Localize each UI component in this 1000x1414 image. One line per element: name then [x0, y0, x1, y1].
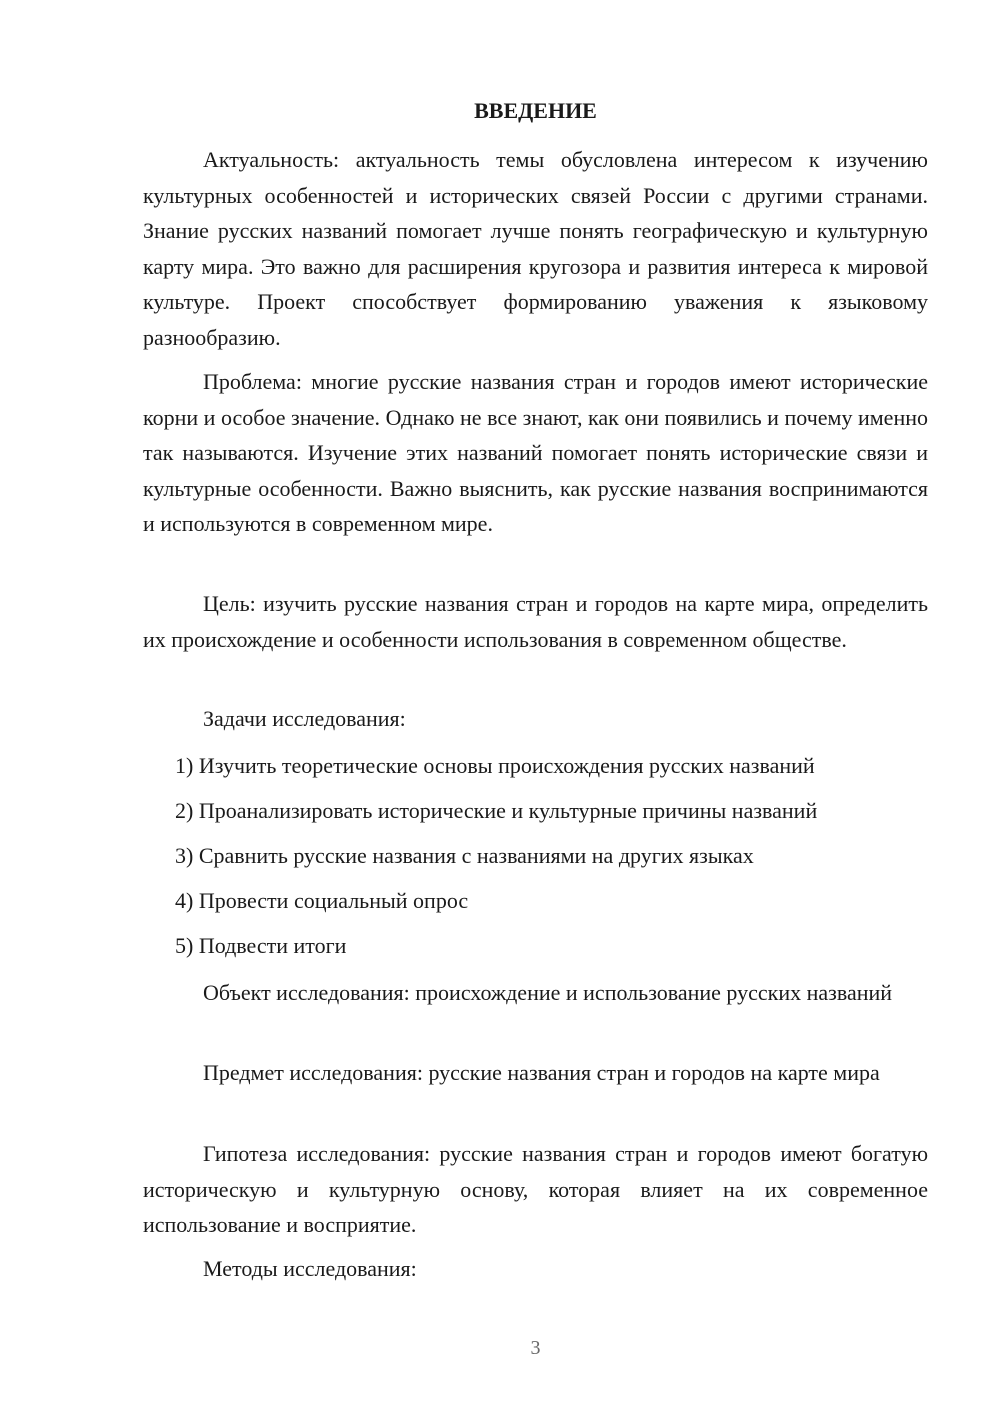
document-title: ВВЕДЕНИЕ	[474, 98, 597, 123]
task-list-item: 3) Сравнить русские названия с названиями на других языках	[175, 843, 754, 868]
task-list-item: 5) Подвести итоги	[175, 933, 347, 958]
object-paragraph: Объект исследования: происхождение и использование русских названий	[203, 980, 893, 1005]
tasks-heading: Задачи исследования:	[203, 706, 406, 731]
relevance-paragraph: Актуальность: актуальность темы обусловлена интересом к изучению культурных особенностей и исторических связей России с другими странами. Знание русских названий помогает лучше понять географическую и культурную карту мира. Это важно для расширения кругозора и развития интереса к мировой культуре. Проект способствует формированию уважения к языковому разнообразию.	[143, 147, 928, 350]
task-list-item: 2) Проанализировать исторические и культурные причины названий	[175, 798, 818, 823]
problem-paragraph: Проблема: многие русские названия стран и городов имеют исторические корни и особое значение. Однако не все знают, как они появились и почему именно так называются. Изучение этих названий помогает понять исторические связи и культурные особенности. Важно выяснить, как русские названия воспринимаются и используются в современном мире.	[143, 369, 928, 536]
goal-paragraph: Цель: изучить русские названия стран и городов на карте мира, определить их происхождение и особенности использования в современном обществе.	[143, 591, 928, 652]
task-list-item: 1) Изучить теоретические основы происхождения русских названий	[175, 753, 815, 778]
page-number: 3	[530, 1337, 541, 1359]
subject-paragraph: Предмет исследования: русские названия стран и городов на карте мира	[203, 1060, 880, 1085]
methods-heading: Методы исследования:	[203, 1256, 417, 1281]
document-page	[143, 0, 928, 1414]
hypothesis-paragraph: Гипотеза исследования: русские названия стран и городов имеют богатую историческую и культурную основу, которая влияет на их современное использование и восприятие.	[143, 1141, 928, 1237]
task-list-item: 4) Провести социальный опрос	[175, 888, 469, 913]
